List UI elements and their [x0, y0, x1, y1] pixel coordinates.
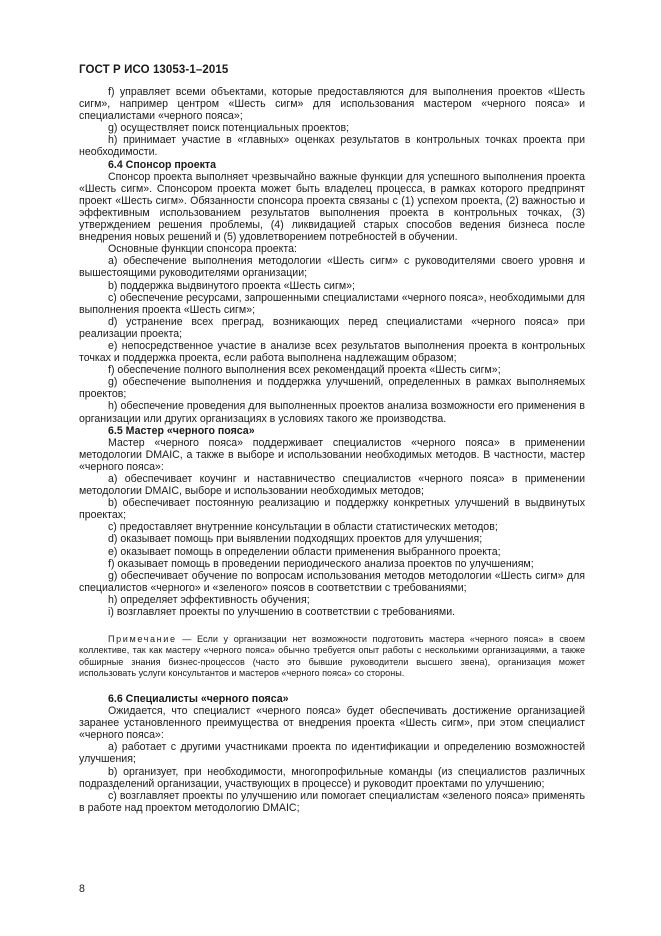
- list-item: f) обеспечение полного выполнения всех рекомендаций проекта «Шесть сигм»;: [108, 364, 501, 377]
- section-heading-6-6: 6.6 Специалисты «черного пояса»: [108, 692, 289, 705]
- list-item: a) обеспечение выполнения методологии «Шесть сигм» с руководителями своего уровня и вышестоящими руководителями организации;: [79, 255, 585, 280]
- note: [79, 634, 585, 679]
- list-item: g) обеспечение выполнения и поддержка улучшений, определенных в рамках выполняемых проектов;: [79, 376, 585, 401]
- page-number: 8: [79, 883, 85, 895]
- section-heading-6-5: 6.5 Мастер «черного пояса»: [108, 424, 255, 437]
- list-item: b) поддержка выдвинутого проекта «Шесть сигм»;: [108, 279, 355, 292]
- list-item: d) устранение всех преград, возникающих перед специалистами «черного пояса» при реализации проекта;: [79, 315, 585, 340]
- note-label: Примечание: [108, 634, 177, 645]
- list-item: h) обеспечение проведения для выполненных проектов анализа возможности его применения в организации или других организациях в условиях такого же производства.: [79, 400, 585, 425]
- list-item: b) обеспечивает постоянную реализацию и поддержку конкретных улучшений в выдвинутых проектах;: [79, 497, 585, 522]
- list-item: a) обеспечивает коучинг и наставничество специалистов «черного пояса» в применении методологии DMAIC, выборе и использовании необходимых методов;: [79, 473, 585, 498]
- note-text: — Если у организации нет возможности подготовить мастера «черного пояса» в своем коллективе, так как мастеру «черного пояса» обычно требуется опыт работы с несколькими организациями, а также обширные знания бизнес-процессов (часто это бывшие руководители высшего звена), организация может использовать услуги консультантов и мастеров «черного пояса» со стороны.: [79, 634, 585, 678]
- list-item: f) оказывает помощь в проведении периодического анализа проектов по улучшениям;: [108, 557, 534, 570]
- paragraph: Мастер «черного пояса» поддерживает специалистов «черного пояса» в применении методологии DMAIC, а также в выборе и использовании необходимых методов. В частности, мастер «черного пояса»:: [79, 436, 585, 473]
- list-item: g) обеспечивает обучение по вопросам использования методов методологии «Шесть сигм» для специалистов «черного» и «зеленого» поясов в соответствии с требованиями;: [79, 569, 585, 594]
- list-item: h) принимает участие в «главных» оценках результатов в контрольных точках проекта при необходимости.: [79, 134, 585, 159]
- list-item: g) осуществляет поиск потенциальных проектов;: [108, 122, 350, 135]
- list-item: h) определяет эффективность обучения;: [108, 593, 310, 606]
- list-item: c) предоставляет внутренние консультации в области статистических методов;: [108, 521, 498, 534]
- list-item: e) оказывает помощь в определении области применения выбранного проекта;: [108, 545, 501, 558]
- list-item: c) обеспечение ресурсами, запрошенными специалистами «черного пояса», необходимыми для выполнения проекта «Шесть сигм»;: [79, 291, 585, 316]
- list-item: b) организует, при необходимости, многопрофильные команды (из специалистов различных подразделений организации, участвующих в процессе) и руководит проектами по улучшению;: [79, 765, 585, 790]
- list-item: c) возглавляет проекты по улучшению или помогает специалистам «зеленого пояса» применять в работе над проектом методологию DMAIC;: [79, 789, 585, 814]
- list-item: d) оказывает помощь при выявлении подходящих проектов для улучшения;: [108, 533, 483, 546]
- paragraph: Ожидается, что специалист «черного пояса» будет обеспечивать достижение организацией заранее установленного преимущества от внедрения проекта «Шесть сигм», при этом специалист «черного пояса»:: [79, 705, 585, 742]
- paragraph: Спонсор проекта выполняет чрезвычайно важные функции для успешного выполнения проекта «Шесть сигм». Спонсором проекта может быть владелец процесса, в рамках которого предпринят проект «Шесть сигм». Обязанности спонсора проекта связаны с (1) успехом проекта, (2) важностью и эффективным использованием результатов выполнения проекта в контрольных точках, (3) утверждением решения проблемы, (4) ликвидацией старых способов ведения бизнеса после внедрения новых решений и (5) удовлетворением потребностей в обучении.: [79, 170, 585, 244]
- document-header: ГОСТ Р ИСО 13053-1–2015: [79, 64, 229, 76]
- document-body: [79, 86, 585, 814]
- section-heading-6-4: 6.4 Спонсор проекта: [108, 158, 216, 171]
- list-item: i) возглавляет проекты по улучшению в соответствии с требованиями.: [108, 606, 456, 619]
- list-item: a) работает с другими участниками проекта по идентификации и определению возможностей улучшения;: [79, 741, 585, 766]
- list-item: e) непосредственное участие в анализе всех результатов выполнения проекта в контрольных точках и поддержка проекта, если работа выполнена надлежащим образом;: [79, 339, 585, 365]
- paragraph: Основные функции спонсора проекта:: [108, 243, 297, 256]
- list-item: f) управляет всеми объектами, которые предоставляются для выполнения проектов «Шесть сигм», например центром «Шесть сигм» для использования мастером «черного пояса» и специалистами «черного пояса»;: [79, 86, 585, 123]
